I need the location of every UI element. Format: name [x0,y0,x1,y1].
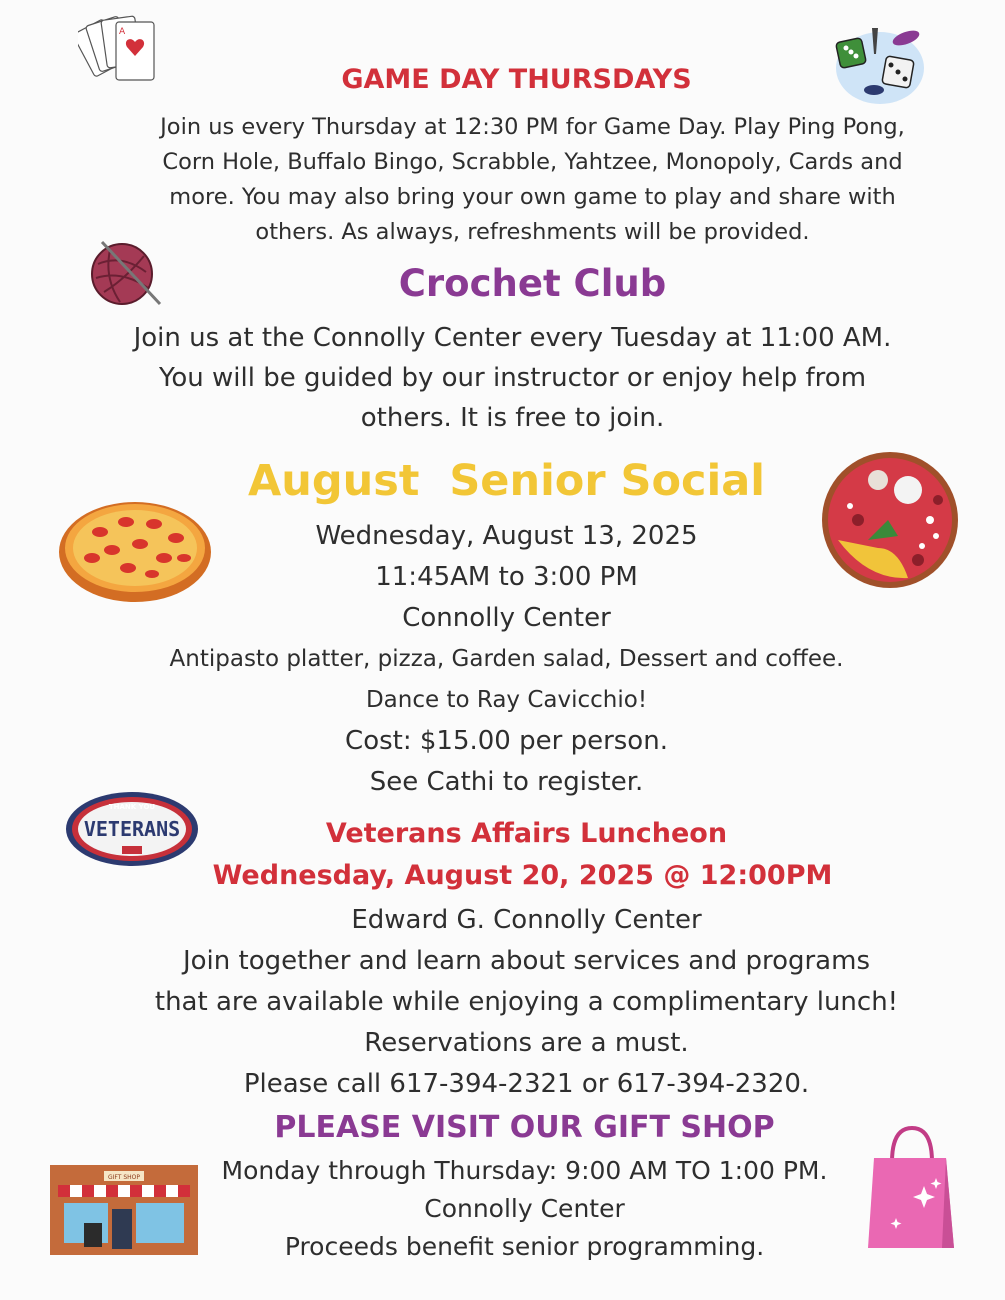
crochet-club-title: Crochet Club [398,262,667,305]
veterans-line-3: that are available while enjoying a complimentary lunch! [154,987,899,1017]
gift-shop-proceeds: Proceeds benefit senior programming. [284,1232,765,1261]
veterans-location: Edward G. Connolly Center [351,905,702,935]
shop-sign: GIFT SHOP [108,1174,140,1181]
veterans-luncheon-details [24,900,1005,1105]
social-date: Wednesday, August 13, 2025 [315,521,698,551]
veterans-badge-icon [64,790,200,868]
crochet-line-3: others. It is free to join. [360,403,665,433]
social-cost: Cost: $15.00 per person. [345,726,668,756]
gift-shop-title: PLEASE VISIT OUR GIFT SHOP [274,1110,775,1145]
pizza-icon [56,492,214,604]
senior-social-title: August Senior Social [247,456,766,506]
crochet-club-description [10,318,1005,438]
shopping-bag-icon [866,1122,956,1252]
game-day-line-4: others. As always, refreshments will be provided. [255,219,810,245]
badge-thank-you: THANK YOU [108,803,156,811]
antipasto-bowl-icon [818,450,962,590]
gift-shop-hours: Monday through Thursday: 9:00 AM TO 1:00 PM. [221,1156,828,1185]
crochet-line-2: You will be guided by our instructor or enjoy help from [158,363,867,393]
gift-shop-storefront-icon [50,1165,198,1255]
gift-shop-location: Connolly Center [424,1194,625,1223]
veterans-luncheon-date: Wednesday, August 20, 2025 @ 12:00PM [212,860,833,891]
social-menu: Antipasto platter, pizza, Garden salad, Dessert and coffee. [169,646,844,672]
crochet-line-1: Join us at the Connolly Center every Tuesday at 11:00 AM. [133,323,892,353]
svg-text:A: A [119,27,126,37]
game-day-title: GAME DAY THURSDAYS [341,64,692,95]
badge-veterans-text: VETERANS [83,817,181,841]
yarn-ball-icon [88,236,166,308]
veterans-luncheon-title: Veterans Affairs Luncheon [325,818,728,849]
dice-game-icon [828,18,926,110]
social-location: Connolly Center [402,603,611,633]
social-register: See Cathi to register. [369,767,644,797]
playing-cards-icon [78,10,164,94]
social-time: 11:45AM to 3:00 PM [375,562,638,592]
game-day-line-2: Corn Hole, Buffalo Bingo, Scrabble, Yahtzee, Monopoly, Cards and [162,149,903,175]
veterans-phone: Please call 617-394-2321 or 617-394-2320. [243,1069,810,1099]
game-day-line-3: more. You may also bring your own game to play and share with [169,184,896,210]
veterans-reservations: Reservations are a must. [364,1028,689,1058]
game-day-description [30,110,1005,250]
game-day-line-1: Join us every Thursday at 12:30 PM for Game Day. Play Ping Pong, [160,114,905,140]
veterans-line-2: Join together and learn about services and programs [182,946,870,976]
social-dance: Dance to Ray Cavicchio! [365,687,648,713]
